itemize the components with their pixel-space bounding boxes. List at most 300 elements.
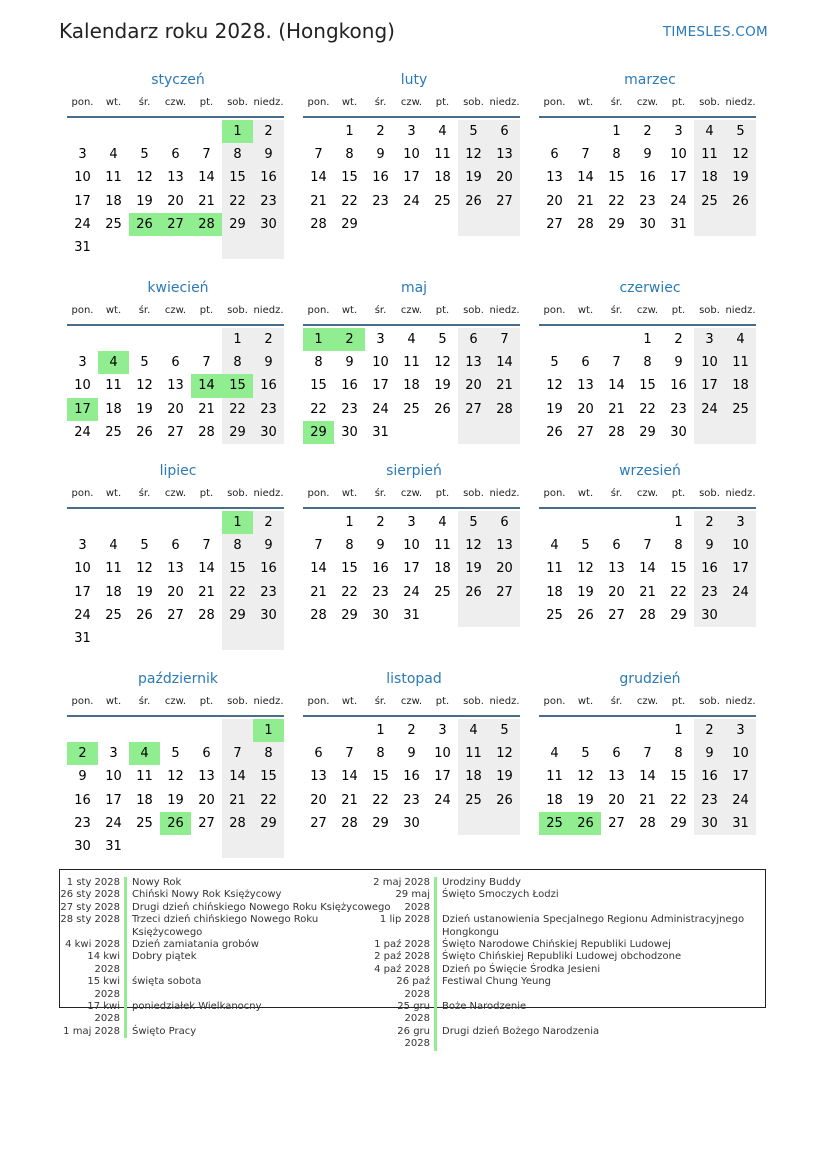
holiday-marker [124,951,127,976]
empty-cell [539,328,570,351]
day-cell: 5 [171,746,180,762]
day-cell: 27 [198,815,215,831]
header-divider [539,715,756,717]
day-cell: 9 [253,143,284,166]
legend-row [60,976,391,1001]
day-cell: 30 [670,424,687,440]
legend-column-left [60,877,391,1038]
day-cell: 23 [372,193,389,209]
day-cell: 5 [438,332,447,347]
day-cell: 1 [643,332,652,347]
day-cell: 20 [489,166,520,189]
empty-cell [129,328,160,351]
day-cell: 26 [577,607,594,623]
holiday-name: Święto Pracy [132,1025,197,1037]
empty-cell [67,120,98,143]
holiday-date: 1 paź 2028 [374,939,430,951]
month-block [303,671,525,835]
day-cell: 31 [403,607,420,623]
day-cell: 15 [310,378,327,394]
weekday-label: pt. [671,97,686,108]
day-cell: 17 [105,792,122,808]
day-cell: 10 [403,538,420,554]
day-cell: 7 [612,355,621,371]
day-cell: 9 [674,355,683,371]
day-cell: 13 [577,378,594,394]
day-cell: 29 [372,815,389,831]
weekday-label: śr. [138,97,151,108]
day-cell: 1 [612,124,621,139]
weekday-label: niedz. [725,305,756,316]
weekday-label: sob. [699,97,720,108]
weekday-label: wt. [105,488,122,499]
day-cell: 3 [78,147,87,163]
day-cell: 31 [725,812,756,835]
day-cell: 5 [140,538,149,554]
weekday-label: sob. [227,696,248,707]
empty-cell [396,213,427,236]
day-cell: 22 [222,398,253,421]
legend-row [370,877,744,889]
day-cell: 27 [167,424,184,440]
day-cell: 22 [222,190,253,213]
day-grid [303,328,525,444]
empty-cell [489,604,520,627]
day-cell: 16 [253,374,284,397]
day-cell: 9 [407,746,416,762]
weekday-label: sob. [463,305,484,316]
day-cell: 21 [310,584,327,600]
day-cell: 3 [694,328,725,351]
weekday-label: sob. [227,305,248,316]
day-cell: 9 [253,534,284,557]
weekday-label: pon. [71,696,94,707]
day-cell: 11 [434,147,451,163]
day-cell: 7 [222,742,253,765]
header-divider [67,324,284,326]
holiday-day-cell: 1 [253,719,284,742]
day-cell: 18 [136,792,153,808]
day-cell: 20 [608,792,625,808]
month-block [67,72,289,259]
day-cell: 31 [670,216,687,232]
day-cell: 27 [458,398,489,421]
day-cell: 4 [694,120,725,143]
day-cell: 10 [403,147,420,163]
day-cell: 20 [167,193,184,209]
legend-row [370,1026,744,1051]
day-cell: 23 [670,401,687,417]
day-cell: 14 [608,378,625,394]
day-cell: 28 [310,607,327,623]
holiday-marker [434,1026,437,1051]
day-cell: 29 [253,812,284,835]
weekday-label: czw. [164,305,187,316]
empty-cell [191,627,222,650]
holiday-marker [434,914,437,926]
day-cell: 18 [403,378,420,394]
day-cell: 8 [345,147,354,163]
weekday-label: pon. [71,488,94,499]
holiday-name: poniedziałek Wielkanocny [132,1001,262,1013]
day-grid [539,120,761,236]
day-cell: 2 [407,723,416,738]
day-cell: 27 [489,190,520,213]
day-cell: 17 [694,374,725,397]
day-cell: 17 [670,170,687,186]
day-cell: 5 [550,355,559,371]
weekday-header [539,488,761,504]
holiday-name: Dobry piątek [132,951,197,963]
day-cell: 8 [345,538,354,554]
empty-cell [334,719,365,742]
day-cell: 15 [222,557,253,580]
month-name: grudzień [619,671,681,687]
day-cell: 30 [74,838,91,854]
empty-cell [427,213,458,236]
day-cell: 22 [341,193,358,209]
day-cell: 6 [489,120,520,143]
header-divider [303,324,520,326]
weekday-label: niedz. [725,696,756,707]
day-cell: 6 [550,147,559,163]
day-cell: 4 [458,719,489,742]
weekday-label: pt. [671,488,686,499]
empty-cell [570,719,601,742]
holiday-marker [434,889,437,914]
day-cell: 19 [725,166,756,189]
day-cell: 5 [581,746,590,762]
day-cell: 30 [694,604,725,627]
empty-cell [601,719,632,742]
weekday-label: pt. [435,97,450,108]
day-cell: 8 [612,147,621,163]
holiday-date: 27 sty 2028 [60,901,120,913]
day-cell: 25 [105,424,122,440]
weekday-label: wt. [577,97,594,108]
day-cell: 15 [222,166,253,189]
day-cell: 23 [341,401,358,417]
day-cell: 24 [74,216,91,232]
day-cell: 20 [310,792,327,808]
day-cell: 16 [670,378,687,394]
day-cell: 25 [458,789,489,812]
day-cell: 23 [694,581,725,604]
day-cell: 25 [434,193,451,209]
day-cell: 4 [109,538,118,554]
holiday-day-cell: 4 [98,351,129,374]
day-cell: 20 [458,374,489,397]
empty-cell [570,120,601,143]
empty-cell [160,835,191,858]
weekday-label: sob. [227,488,248,499]
day-cell: 8 [643,355,652,371]
empty-cell [98,236,129,259]
empty-cell [191,120,222,143]
day-cell: 14 [577,170,594,186]
day-cell: 11 [725,351,756,374]
weekday-label: pon. [307,97,330,108]
header-divider [67,715,284,717]
empty-cell [365,213,396,236]
day-cell: 23 [694,789,725,812]
month-name: styczeń [151,72,205,88]
day-cell: 12 [434,355,451,371]
day-cell: 21 [198,193,215,209]
day-cell: 16 [253,557,284,580]
empty-cell [570,511,601,534]
empty-cell [67,328,98,351]
day-cell: 2 [376,124,385,139]
day-cell: 1 [345,124,354,139]
holiday-marker [124,1026,127,1038]
empty-cell [632,719,663,742]
holiday-day-cell: 15 [222,374,253,397]
day-cell: 11 [136,769,153,785]
empty-cell [427,812,458,835]
day-cell: 22 [608,193,625,209]
legend-row [60,927,391,939]
brand-link[interactable]: TIMESLES.COM [662,24,768,40]
weekday-label: czw. [636,97,659,108]
empty-cell [191,328,222,351]
day-cell: 2 [643,124,652,139]
day-cell: 21 [639,792,656,808]
weekday-label: pon. [71,305,94,316]
month-name: czerwiec [619,280,681,296]
legend-row [370,927,744,939]
day-cell: 28 [222,812,253,835]
day-cell: 11 [546,561,563,577]
weekday-header [303,488,525,504]
day-cell: 15 [341,170,358,186]
weekday-label: pt. [671,696,686,707]
weekday-label: sob. [699,488,720,499]
day-cell: 17 [434,769,451,785]
day-cell: 17 [403,170,420,186]
day-cell: 12 [546,378,563,394]
day-cell: 18 [546,584,563,600]
day-cell: 22 [372,792,389,808]
day-cell: 31 [105,838,122,854]
legend-row [60,889,391,901]
day-cell: 25 [403,401,420,417]
day-cell: 4 [550,746,559,762]
day-cell: 12 [577,561,594,577]
weekday-header [539,305,761,321]
empty-cell [458,604,489,627]
day-cell: 19 [167,792,184,808]
weekday-label: pt. [435,488,450,499]
day-cell: 29 [670,607,687,623]
empty-cell [694,421,725,444]
day-cell: 4 [725,328,756,351]
weekday-label: wt. [577,488,594,499]
day-cell: 20 [167,401,184,417]
day-cell: 14 [222,765,253,788]
day-cell: 18 [546,792,563,808]
legend-column-right [370,877,744,1051]
day-cell: 10 [372,355,389,371]
day-cell: 2 [694,719,725,742]
day-cell: 25 [105,216,122,232]
empty-cell [160,719,191,742]
day-cell: 11 [694,143,725,166]
holiday-day-cell: 26 [160,812,191,835]
weekday-label: wt. [341,488,358,499]
day-cell: 19 [458,166,489,189]
day-cell: 12 [167,769,184,785]
day-grid [303,719,525,835]
day-cell: 13 [608,769,625,785]
month-block [539,671,761,835]
legend-row [60,951,391,976]
weekday-label: niedz. [725,97,756,108]
day-cell: 19 [434,378,451,394]
holiday-day-cell: 25 [539,812,570,835]
holiday-day-cell: 4 [129,742,160,765]
holiday-marker [434,1001,437,1026]
holiday-marker [124,889,127,901]
day-cell: 9 [78,769,87,785]
day-cell: 25 [694,190,725,213]
day-cell: 19 [489,765,520,788]
day-cell: 19 [546,401,563,417]
day-cell: 3 [78,355,87,371]
holiday-date: 25 gru 2028 [397,1001,430,1025]
day-cell: 8 [222,534,253,557]
weekday-label: czw. [400,696,423,707]
empty-cell [222,719,253,742]
day-cell: 15 [639,378,656,394]
legend-row [370,964,744,976]
day-cell: 26 [136,424,153,440]
holiday-name: Święto Narodowe Chińskiej Republiki Ludowej [442,939,671,951]
day-cell: 24 [694,398,725,421]
empty-cell [98,328,129,351]
weekday-label: pon. [71,97,94,108]
empty-cell [222,627,253,650]
weekday-label: wt. [105,696,122,707]
legend-row [370,914,744,926]
day-grid [303,120,525,236]
day-cell: 8 [222,143,253,166]
legend-row [60,1026,391,1038]
month-name: marzec [624,72,676,88]
holiday-marker [434,976,437,1001]
day-cell: 13 [167,561,184,577]
day-cell: 20 [167,584,184,600]
day-cell: 21 [489,374,520,397]
holiday-date: 4 paź 2028 [374,963,430,975]
weekday-label: śr. [610,696,623,707]
day-cell: 27 [167,607,184,623]
day-cell: 16 [341,378,358,394]
day-cell: 29 [222,421,253,444]
day-cell: 6 [612,746,621,762]
day-cell: 12 [136,170,153,186]
empty-cell [303,719,334,742]
day-cell: 23 [74,815,91,831]
day-cell: 30 [639,216,656,232]
empty-cell [489,213,520,236]
day-cell: 7 [643,746,652,762]
empty-cell [98,627,129,650]
holiday-date: 26 gru 2028 [397,1025,430,1050]
weekday-label: pt. [199,488,214,499]
day-cell: 29 [222,213,253,236]
empty-cell [694,213,725,236]
weekday-label: czw. [164,97,187,108]
day-cell: 26 [458,190,489,213]
header-divider [67,507,284,509]
day-cell: 7 [643,538,652,554]
holiday-day-cell: 26 [570,812,601,835]
day-cell: 21 [341,792,358,808]
day-cell: 19 [577,584,594,600]
day-grid [303,511,525,627]
day-cell: 13 [167,378,184,394]
day-cell: 21 [222,789,253,812]
day-cell: 19 [577,792,594,808]
day-cell: 14 [489,351,520,374]
day-cell: 23 [639,193,656,209]
day-cell: 31 [372,424,389,440]
weekday-label: wt. [341,305,358,316]
holiday-day-cell: 28 [191,213,222,236]
day-cell: 1 [222,328,253,351]
day-cell: 30 [253,213,284,236]
month-block [67,280,289,444]
day-cell: 2 [253,328,284,351]
day-cell: 21 [310,193,327,209]
weekday-label: pon. [543,488,566,499]
day-cell: 1 [345,515,354,530]
weekday-label: śr. [610,305,623,316]
weekday-header [539,97,761,113]
day-cell: 19 [136,584,153,600]
day-cell: 13 [198,769,215,785]
day-cell: 13 [489,143,520,166]
empty-cell [129,627,160,650]
legend-row [60,914,391,926]
day-cell: 30 [372,607,389,623]
holiday-date [370,927,434,939]
holiday-day-cell: 2 [67,742,98,765]
day-cell: 3 [438,723,447,738]
holiday-name: Boże Narodzenie [442,1001,527,1013]
day-cell: 29 [341,607,358,623]
empty-cell [632,511,663,534]
holiday-name: święta sobota [132,976,202,988]
day-cell: 22 [670,584,687,600]
holiday-marker [124,914,127,926]
weekday-label: wt. [341,696,358,707]
day-cell: 25 [105,607,122,623]
empty-cell [191,511,222,534]
day-cell: 25 [136,815,153,831]
weekday-label: pon. [543,305,566,316]
day-cell: 25 [546,607,563,623]
holiday-date: 15 kwi 2028 [87,976,120,1000]
day-cell: 3 [78,538,87,554]
month-block [67,671,289,858]
holiday-marker [124,902,127,914]
weekday-label: śr. [374,696,387,707]
day-cell: 12 [458,534,489,557]
day-cell: 8 [674,746,683,762]
holiday-marker [434,927,437,939]
